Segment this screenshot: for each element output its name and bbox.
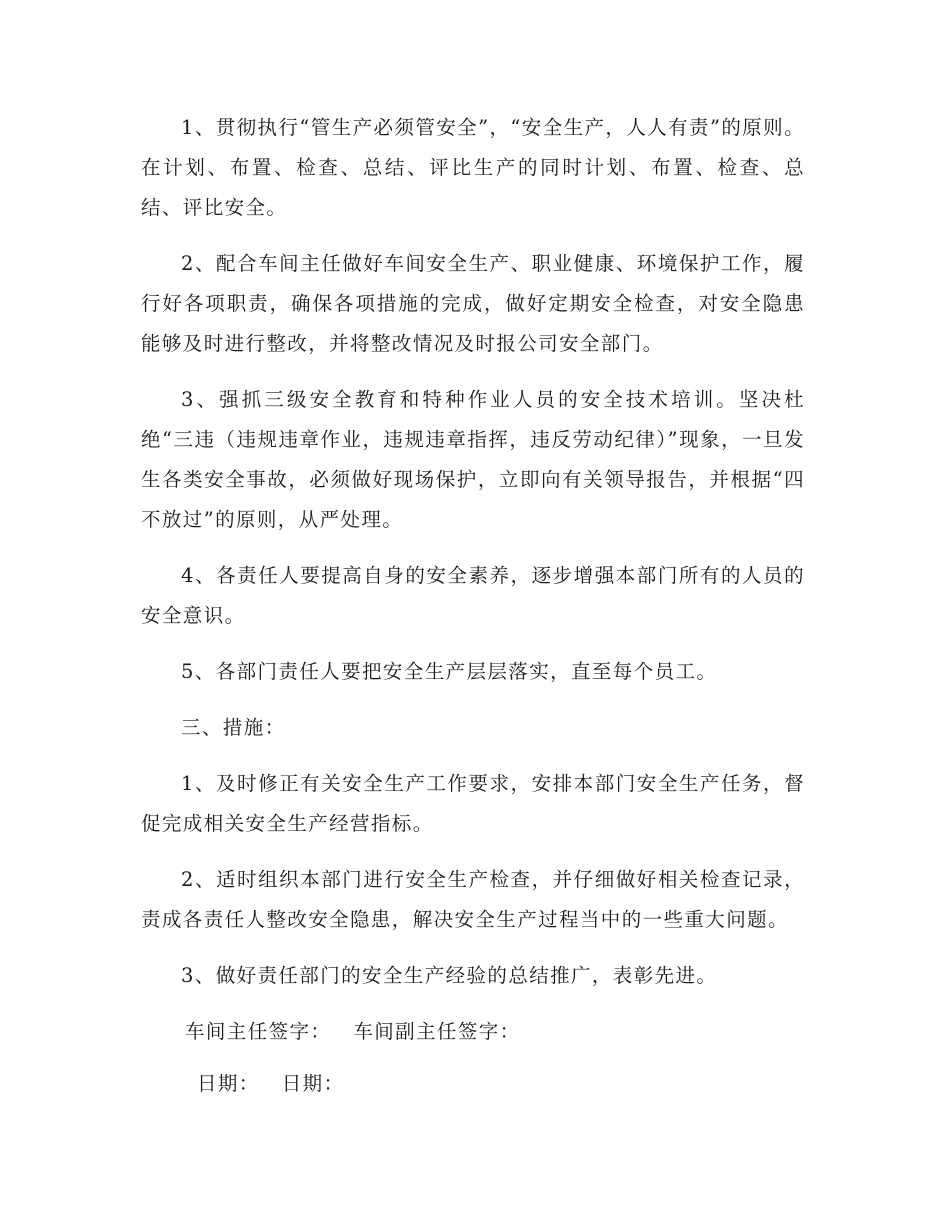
measures-heading: 三、措施：	[181, 716, 286, 739]
duty-item-5: 5、各部门责任人要把安全生产层层落实，直至每个员工。	[181, 660, 718, 683]
duty-item-3: 3、强抓三级安全教育和特种作业人员的安全技术培训。坚决杜绝“三违（违规违章作业，违规违章指挥，违反劳动纪律）”现象，一旦发生各类安全事故，必须做好现场保护，立即向有关领导报告，并根据“四不放过”的原则，从严处理。	[141, 388, 805, 531]
director-signature-label: 车间主任签字：	[185, 1020, 332, 1043]
measure-item-1: 1、及时修正有关安全生产工作要求，安排本部门安全生产任务，督促完成相关安全生产经营指标。	[141, 772, 805, 835]
signature-row	[141, 1012, 805, 1052]
deputy-signature-label: 车间副主任签字：	[353, 1020, 521, 1043]
duty-item-1: 1、贯彻执行“管生产必须管安全”，“安全生产，人人有责”的原则。在计划、布置、检查、总结、评比生产的同时计划、布置、检查、总结、评比安全。	[141, 116, 805, 219]
date-label-director: 日期：	[197, 1072, 260, 1095]
measure-item-3: 3、做好责任部门的安全生产经验的总结推广，表彰先进。	[181, 964, 718, 987]
measure-item-2: 2、适时组织本部门进行安全生产检查，并仔细做好相关检查记录，责成各责任人整改安全隐患，解决安全生产过程当中的一些重大问题。	[141, 868, 805, 931]
date-row	[141, 1064, 805, 1104]
duty-item-2: 2、配合车间主任做好车间安全生产、职业健康、环境保护工作，履行好各项职责，确保各项措施的完成，做好定期安全检查，对安全隐患能够及时进行整改，并将整改情况及时报公司安全部门。	[141, 252, 805, 355]
duty-item-4: 4、各责任人要提高自身的安全素养，逐步增强本部门所有的人员的安全意识。	[141, 564, 805, 627]
date-label-deputy: 日期：	[281, 1072, 345, 1095]
document-page	[141, 108, 805, 1116]
